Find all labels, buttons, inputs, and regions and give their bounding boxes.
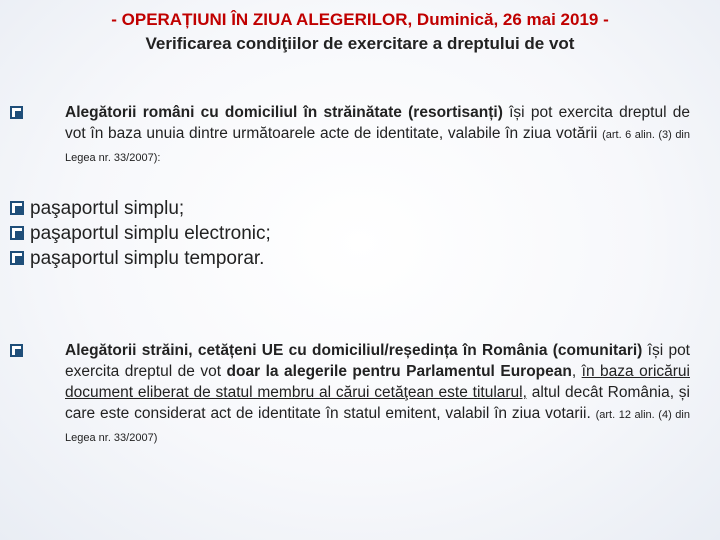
bullet-bold-text: Alegătorii străini, cetățeni UE cu domiciliul/reședința în România (comunitari) — [65, 342, 643, 359]
bullet-body-text: își pot exercita dreptul de vot în baza unuia dintre următoarele acte de identitate, valabile în ziua votării — [65, 104, 690, 142]
bullet-bold-text: Alegătorii români cu domiciliul în străinătate (resortisanți) — [65, 104, 503, 121]
checkbox-bullet-icon — [10, 106, 23, 119]
law-reference: (art. 12 alin. (4) din Legea nr. 33/2007) — [65, 409, 690, 444]
bullet-comma: , — [571, 363, 582, 380]
bullet-bold-emphasis: doar la alegerile pentru Parlamentul European — [226, 363, 572, 380]
law-reference: (art. 6 alin. (3) din Legea nr. 33/2007): — [65, 129, 690, 164]
slide-title — [0, 8, 720, 56]
bullet-romanian-voters — [10, 102, 690, 169]
passport-list — [10, 196, 610, 271]
checkbox-bullet-icon — [10, 344, 23, 357]
bullet-body-text: își pot exercita dreptul de vot — [65, 342, 690, 380]
checkbox-bullet-icon — [10, 201, 24, 215]
list-item — [10, 221, 610, 246]
title-line-1: - OPERAȚIUNI ÎN ZIUA ALEGERILOR, Duminică, 26 mai 2019 - — [111, 10, 609, 29]
checkbox-bullet-icon — [10, 251, 24, 265]
bullet-eu-voters — [10, 340, 690, 449]
bullet-body-text-2: altul decât România, și care este considerat act de identitate în statul emitent, valabil în ziua votarii. — [65, 384, 690, 422]
bullet-text — [65, 102, 690, 169]
list-item-text: paşaportul simplu temporar. — [30, 248, 265, 269]
bullet-text — [65, 340, 690, 449]
underlined-text: în baza oricărui document eliberat de statul membru al cărui cetăţean este titularul, — [65, 363, 690, 401]
title-line-2: Verificarea condiţiilor de exercitare a dreptului de vot — [145, 34, 575, 53]
checkbox-bullet-icon — [10, 226, 24, 240]
list-item-text: paşaportul simplu electronic; — [30, 223, 271, 244]
list-item-text: paşaportul simplu; — [30, 198, 185, 219]
list-item — [10, 246, 610, 271]
list-item — [10, 196, 610, 221]
